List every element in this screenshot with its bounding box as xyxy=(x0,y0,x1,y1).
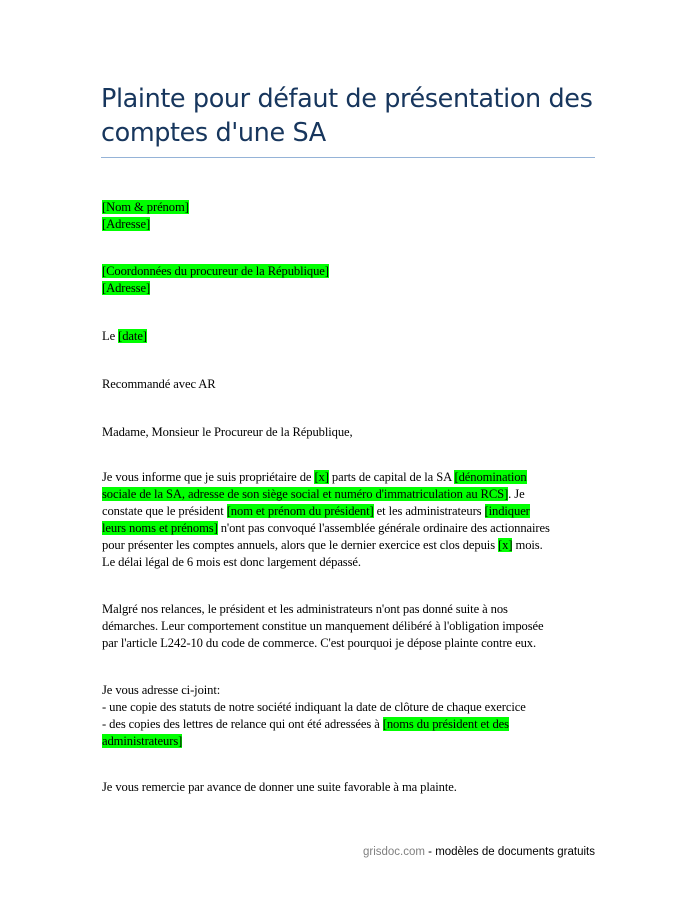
paragraph-complaint-reason xyxy=(102,601,597,652)
text-line: Malgré nos relances, le président et les administrateurs n'ont pas donné suite à nos xyxy=(102,602,508,616)
recipient-address-placeholder: [Adresse] xyxy=(102,281,151,295)
salutation xyxy=(102,424,597,441)
recipient-name-placeholder: [Coordonnées du procureur de la République] xyxy=(102,264,329,278)
delivery-mode xyxy=(102,376,597,393)
document-title xyxy=(101,82,601,150)
sender-block xyxy=(102,199,597,233)
date-prefix: Le xyxy=(102,329,119,343)
text-segment: parts de capital de la SA xyxy=(328,470,455,484)
administrators-names-placeholder-cont: leurs noms et prénoms] xyxy=(102,521,218,535)
footer-tagline: - modèles de documents gratuits xyxy=(424,846,595,858)
text-line: par l'article L242-10 du code de commerce. C'est pourquoi je dépose plainte contre eux. xyxy=(102,636,537,650)
text-segment: n'ont pas convoqué l'assemblée générale ordinaire des actionnaires xyxy=(217,521,550,535)
text-segment: et les administrateurs xyxy=(373,504,485,518)
shares-count-placeholder: [x] xyxy=(314,470,329,484)
date-placeholder: [date] xyxy=(118,329,147,343)
text-segment: Le délai légal de 6 mois est donc largement dépassé. xyxy=(102,555,361,569)
company-details-placeholder-cont: sociale de la SA, adresse de son siège social et numéro d'immatriculation au RCS] xyxy=(102,487,509,501)
attachment-item: - une copie des statuts de notre société indiquant la date de clôture de chaque exercice xyxy=(102,700,526,714)
title-line-2: comptes d'une SA xyxy=(101,118,326,148)
sender-name-placeholder: [Nom & prénom] xyxy=(102,200,189,214)
text-line: démarches. Leur comportement constitue un manquement délibéré à l'obligation imposée xyxy=(102,619,544,633)
title-underline-divider xyxy=(101,157,595,158)
months-count-placeholder: [x] xyxy=(498,538,513,552)
closing-text: Je vous remercie par avance de donner une suite favorable à ma plainte. xyxy=(102,780,457,794)
text-segment: pour présenter les comptes annuels, alors que le dernier exercice est clos depuis xyxy=(102,538,499,552)
page-footer xyxy=(363,846,595,858)
text-segment: constate que le président xyxy=(102,504,227,518)
delivery-mode-text: Recommandé avec AR xyxy=(102,377,216,391)
text-segment: mois. xyxy=(512,538,543,552)
footer-brand-link[interactable]: grisdoc.com xyxy=(362,846,425,858)
text-segment: Je vous informe que je suis propriétaire de xyxy=(102,470,315,484)
recipients-names-placeholder-cont: administrateurs] xyxy=(102,734,183,748)
title-line-1: Plainte pour défaut de présentation des xyxy=(101,84,593,114)
date-line xyxy=(102,328,597,345)
paragraph-complaint-facts xyxy=(102,469,597,571)
president-name-placeholder: [nom et prénom du président] xyxy=(226,504,374,518)
salutation-text: Madame, Monsieur le Procureur de la République, xyxy=(102,425,353,439)
recipients-names-placeholder: [noms du président et des xyxy=(382,717,509,731)
closing xyxy=(102,779,597,796)
text-segment: . Je xyxy=(508,487,525,501)
attachments-list xyxy=(102,682,597,750)
recipient-block xyxy=(102,263,597,297)
sender-address-placeholder: [Adresse] xyxy=(102,217,151,231)
attachments-intro: Je vous adresse ci-joint: xyxy=(102,683,221,697)
administrators-names-placeholder: [indiquer xyxy=(484,504,530,518)
attachment-item: - des copies des lettres de relance qui ont été adressées à xyxy=(102,717,383,731)
company-details-placeholder: [dénomination xyxy=(454,470,527,484)
